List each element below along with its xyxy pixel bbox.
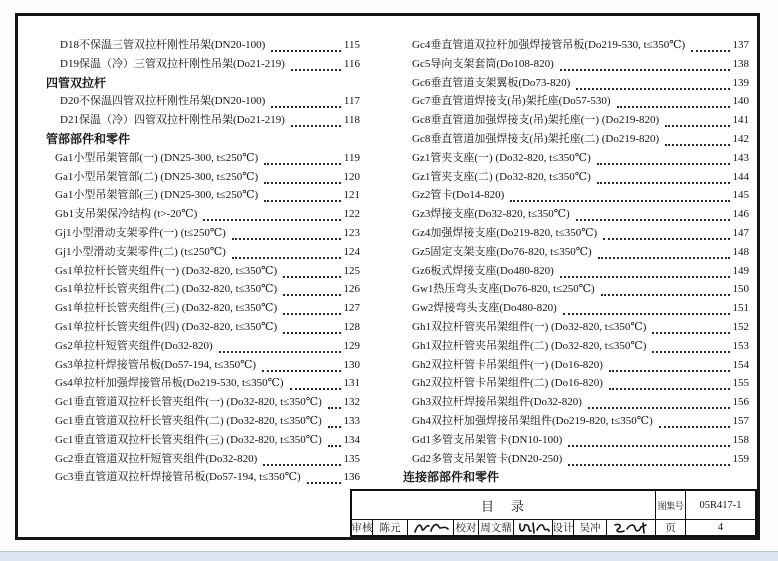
toc-entry <box>46 36 360 55</box>
entry-title: Gz1管夹支座(二) (Do32-820, t≤350℃) <box>412 170 591 183</box>
entry-title: Gc8垂直管道加强焊接支(吊)架托座(二) (Do219-820) <box>412 132 660 145</box>
dot-leader <box>283 262 340 278</box>
dot-leader <box>576 74 729 90</box>
proofreader-label: 校对 <box>454 520 478 535</box>
dot-leader <box>219 337 341 353</box>
dot-leader <box>617 92 730 108</box>
designer-name: 吴冲 <box>574 520 606 535</box>
entry-page-number: 126 <box>343 283 360 296</box>
toc-entry <box>403 374 749 393</box>
toc-entry <box>46 149 360 168</box>
dot-leader <box>283 318 340 334</box>
entry-page-number: 119 <box>343 151 360 164</box>
dot-leader <box>598 243 730 259</box>
entry-page-number: 142 <box>732 132 749 145</box>
entry-page-number: 128 <box>343 320 360 333</box>
entry-page-number: 115 <box>343 39 360 51</box>
entry-page-number: 152 <box>732 320 749 333</box>
toc-entry <box>403 356 749 375</box>
toc-entry <box>46 280 360 299</box>
entry-page-number: 133 <box>343 414 360 427</box>
dot-leader <box>601 280 730 296</box>
toc-section-header <box>46 74 360 93</box>
entry-page-number: 150 <box>732 283 749 296</box>
toc-entry <box>403 431 749 450</box>
toc-entry <box>46 168 360 187</box>
entry-page-number: 145 <box>732 189 749 202</box>
entry-page-number: 154 <box>732 358 749 371</box>
entry-title: Gz3焊接支座(Do32-820, t≤350℃) <box>412 208 570 221</box>
entry-page-number: 131 <box>343 377 360 390</box>
toc-entry <box>403 149 749 168</box>
proofreader-name: 周文鼎 <box>479 520 513 535</box>
dot-leader <box>232 243 341 259</box>
toc-entry <box>403 205 749 224</box>
entry-page-number: 120 <box>343 170 360 183</box>
dot-leader <box>283 280 340 296</box>
toc-entry <box>46 205 360 224</box>
entry-page-number: 123 <box>343 226 360 239</box>
toc-entry <box>403 55 749 74</box>
entry-title: D21保温（冷）四管双拉杆刚性吊架(Do21-219) <box>60 114 285 127</box>
toc-entry <box>46 318 360 337</box>
entry-page-number: 151 <box>732 302 749 315</box>
toc-title: 目 录 <box>352 491 655 519</box>
entry-page-number: 139 <box>732 76 749 89</box>
toc-entry <box>403 393 749 412</box>
toc-entry <box>403 168 749 187</box>
dot-leader <box>271 92 341 108</box>
toc-entry <box>46 186 360 205</box>
page-number: 4 <box>686 520 755 535</box>
entry-page-number: 121 <box>343 189 360 202</box>
dot-leader <box>609 356 730 372</box>
entry-title: Gh1双拉杆管夹吊架组件(二) (Do32-820, t≤350℃) <box>412 339 647 352</box>
entry-page-number: 138 <box>732 57 749 70</box>
entry-title: Gw2焊接弯头支座(Do480-820) <box>412 302 557 315</box>
dot-leader <box>603 224 729 240</box>
entry-page-number: 117 <box>343 95 360 108</box>
signature-scribble-icon <box>515 521 551 535</box>
entry-title: Gj1小型滑动支架零件(二) (t≤250℃) <box>55 245 226 258</box>
entry-page-number: 159 <box>732 452 749 465</box>
designer-label: 设计 <box>553 520 573 535</box>
toc-entry <box>403 450 749 469</box>
entry-title: D19保温（冷）三管双拉杆刚性吊架(Do21-219) <box>60 57 285 70</box>
entry-title: D20不保温四管双拉杆刚性吊架(DN20-100) <box>60 95 266 108</box>
dot-leader <box>576 205 730 221</box>
dot-leader <box>597 168 730 184</box>
entry-title: Gz5固定支架支座(Do76-820, t≤350℃) <box>412 245 592 258</box>
entry-title: Gz4加强焊接支座(Do219-820, t≤350℃) <box>412 226 598 239</box>
dot-leader <box>510 186 729 202</box>
entry-page-number: 130 <box>343 358 360 371</box>
entry-title: Gh2双拉杆管卡吊架组件(二) (Do16-820) <box>412 377 603 390</box>
toc-section-header <box>403 468 749 487</box>
entry-title: Gs3单拉杆焊接管吊板(Do57-194, t≤350℃) <box>55 358 257 371</box>
entry-page-number: 125 <box>343 264 360 277</box>
entry-title: Gz1管夹支座(一) (Do32-820, t≤350℃) <box>412 151 591 164</box>
entry-title: Gz6板式焊接支座(Do480-820) <box>412 264 554 277</box>
entry-title: 连接部部件和零件 <box>403 470 500 485</box>
entry-page-number: 143 <box>732 151 749 164</box>
dot-leader <box>264 168 340 184</box>
entry-page-number: 156 <box>732 396 749 409</box>
dot-leader <box>290 374 341 390</box>
toc-entry <box>46 92 360 111</box>
entry-title: Gw1热压弯头支座(Do76-820, t≤250℃) <box>412 283 595 296</box>
toc-column-left <box>46 36 360 487</box>
dot-leader <box>271 36 341 52</box>
dot-leader <box>262 356 340 372</box>
entry-page-number: 132 <box>343 396 360 409</box>
dot-leader <box>652 337 729 353</box>
dot-leader <box>291 55 341 71</box>
dot-leader <box>588 393 730 409</box>
entry-page-number: 149 <box>732 264 749 277</box>
signature-scribble-icon <box>411 521 451 535</box>
entry-title: Gh2双拉杆管卡吊架组件(一) (Do16-820) <box>412 358 603 371</box>
entry-page-number: 136 <box>343 471 360 484</box>
entry-title: 管部部件和零件 <box>46 131 131 146</box>
dot-leader <box>203 205 340 221</box>
entry-page-number: 140 <box>732 95 749 108</box>
dot-leader <box>665 130 729 146</box>
toc-entry <box>46 111 360 130</box>
entry-title: Gb1支吊架保冷结构 (t>-20℃) <box>55 208 198 221</box>
toc-entry <box>403 186 749 205</box>
entry-page-number: 129 <box>343 339 360 352</box>
toc-entry <box>46 356 360 375</box>
entry-title: Gc7垂直管道焊接支(吊)架托座(Do57-530) <box>412 95 611 108</box>
entry-page-number: 124 <box>343 245 360 258</box>
toc-entry <box>403 36 749 55</box>
dot-leader <box>328 412 341 428</box>
dot-leader <box>560 262 730 278</box>
designer-signature <box>607 520 655 535</box>
entry-title: Gs1单拉杆长管夹组件(三) (Do32-820, t≤350℃) <box>55 302 278 315</box>
entry-title: Gd1多管支吊架管卡(DN10-100) <box>412 433 563 446</box>
toc-entry <box>403 337 749 356</box>
entry-title: Gs4单拉杆加强焊接管吊板(Do219-530, t≤350℃) <box>55 377 284 390</box>
page-frame <box>15 13 760 540</box>
dot-leader <box>597 149 730 165</box>
entry-page-number: 146 <box>732 208 749 221</box>
entry-title: Gc5导向支架套筒(Do108-820) <box>412 57 554 70</box>
atlas-number-label: 图集号 <box>656 491 685 519</box>
entry-page-number: 153 <box>732 339 749 352</box>
signature-scribble-icon <box>610 521 652 535</box>
entry-title: Gs1单拉杆长管夹组件(二) (Do32-820, t≤350℃) <box>55 283 278 296</box>
dot-leader <box>328 393 341 409</box>
toc-entry <box>46 262 360 281</box>
entry-page-number: 147 <box>732 226 749 239</box>
toc-entry <box>46 374 360 393</box>
entry-title: Gc4垂直管道双拉杆加强焊接管吊板(Do219-530, t≤350℃) <box>412 39 686 51</box>
dot-leader <box>560 55 730 71</box>
window-bottom-strip <box>0 551 778 561</box>
reviewer-name: 陈元 <box>373 520 407 535</box>
toc-entry <box>403 130 749 149</box>
dot-leader <box>652 318 729 334</box>
entry-page-number: 116 <box>343 57 360 70</box>
dot-leader <box>264 149 341 165</box>
entry-title: Gc6垂直管道支架翼板(Do73-820) <box>412 76 571 89</box>
toc-entry <box>403 243 749 262</box>
entry-page-number: 122 <box>343 208 360 221</box>
toc-entry <box>403 111 749 130</box>
entry-title: D18不保温三管双拉杆刚性吊架(DN20-100) <box>60 39 266 51</box>
toc-entry <box>403 318 749 337</box>
entry-page-number: 134 <box>343 433 360 446</box>
entry-page-number: 158 <box>732 433 749 446</box>
entry-page-number: 155 <box>732 377 749 390</box>
reviewer-signature <box>408 520 453 535</box>
toc-entry <box>46 450 360 469</box>
entry-title: Gc1垂直管道双拉杆长管夹组件(一) (Do32-820, t≤350℃) <box>55 396 322 409</box>
dot-leader <box>307 468 341 484</box>
entry-title: Gs2单拉杆短管夹组件(Do32-820) <box>55 339 213 352</box>
toc-entry <box>46 224 360 243</box>
toc-entry <box>46 299 360 318</box>
entry-title: Ga1小型吊架管部(一) (DN25-300, t≤250℃) <box>55 151 259 164</box>
entry-title: Gh3双拉杆焊接吊架组件(Do32-820) <box>412 396 582 409</box>
dot-leader <box>691 36 729 52</box>
toc-entry <box>403 92 749 111</box>
toc-entry <box>403 412 749 431</box>
entry-title: Gc2垂直管道双拉杆短管夹组件(Do32-820) <box>55 452 258 465</box>
dot-leader <box>568 431 729 447</box>
toc-entry <box>46 412 360 431</box>
toc-entry <box>403 280 749 299</box>
entry-page-number: 137 <box>732 39 749 51</box>
entry-title: Gc1垂直管道双拉杆长管夹组件(三) (Do32-820, t≤350℃) <box>55 433 322 446</box>
toc-entry <box>46 431 360 450</box>
page-label: 页 <box>656 520 685 535</box>
entry-page-number: 148 <box>732 245 749 258</box>
toc-column-right <box>403 36 749 487</box>
toc-entry <box>403 74 749 93</box>
entry-page-number: 144 <box>732 170 749 183</box>
entry-title: Gh4双拉杆加强焊接吊架组件(Do219-820, t≤350℃) <box>412 414 653 427</box>
toc-entry <box>403 224 749 243</box>
entry-title: Gs1单拉杆长管夹组件(一) (Do32-820, t≤350℃) <box>55 264 278 277</box>
atlas-number: 05R417-1 <box>686 491 755 519</box>
entry-title: Gz2管卡(Do14-820) <box>412 189 505 202</box>
entry-title: Gd2多管支吊架管卡(DN20-250) <box>412 452 563 465</box>
dot-leader <box>609 374 730 390</box>
entry-title: Gs1单拉杆长管夹组件(四) (Do32-820, t≤350℃) <box>55 320 278 333</box>
toc-entry <box>46 337 360 356</box>
title-block <box>350 489 757 537</box>
dot-leader <box>659 412 730 428</box>
dot-leader <box>291 111 341 127</box>
dot-leader <box>232 224 341 240</box>
toc-entry <box>403 262 749 281</box>
entry-page-number: 141 <box>732 114 749 127</box>
dot-leader <box>568 450 729 466</box>
toc-entry <box>46 468 360 487</box>
toc-entry <box>46 393 360 412</box>
dot-leader <box>263 450 340 466</box>
entry-page-number: 118 <box>343 114 360 127</box>
entry-title: Ga1小型吊架管部(三) (DN25-300, t≤250℃) <box>55 189 259 202</box>
reviewer-label: 审核 <box>352 520 372 535</box>
dot-leader <box>563 299 730 315</box>
entry-title: Gh1双拉杆管夹吊架组件(一) (Do32-820, t≤350℃) <box>412 320 647 333</box>
entry-page-number: 135 <box>343 452 360 465</box>
entry-title: Ga1小型吊架管部(二) (DN25-300, t≤250℃) <box>55 170 259 183</box>
dot-leader <box>328 431 341 447</box>
toc-section-header <box>46 130 360 149</box>
dot-leader <box>264 186 340 202</box>
entry-title: Gj1小型滑动支架零件(一) (t≤250℃) <box>55 226 226 239</box>
entry-title: Gc8垂直管道加强焊接支(吊)架托座(一) (Do219-820) <box>412 114 660 127</box>
entry-title: Gc1垂直管道双拉杆长管夹组件(二) (Do32-820, t≤350℃) <box>55 414 322 427</box>
entry-title: Gc3垂直管道双拉杆焊接管吊板(Do57-194, t≤350℃) <box>55 471 301 484</box>
dot-leader <box>283 299 340 315</box>
toc-entry <box>46 55 360 74</box>
entry-title: 四管双拉杆 <box>46 75 107 90</box>
dot-leader <box>665 111 729 127</box>
toc-entry <box>46 243 360 262</box>
toc-entry <box>403 299 749 318</box>
entry-page-number: 127 <box>343 302 360 315</box>
entry-page-number: 157 <box>732 414 749 427</box>
proofreader-signature <box>514 520 552 535</box>
